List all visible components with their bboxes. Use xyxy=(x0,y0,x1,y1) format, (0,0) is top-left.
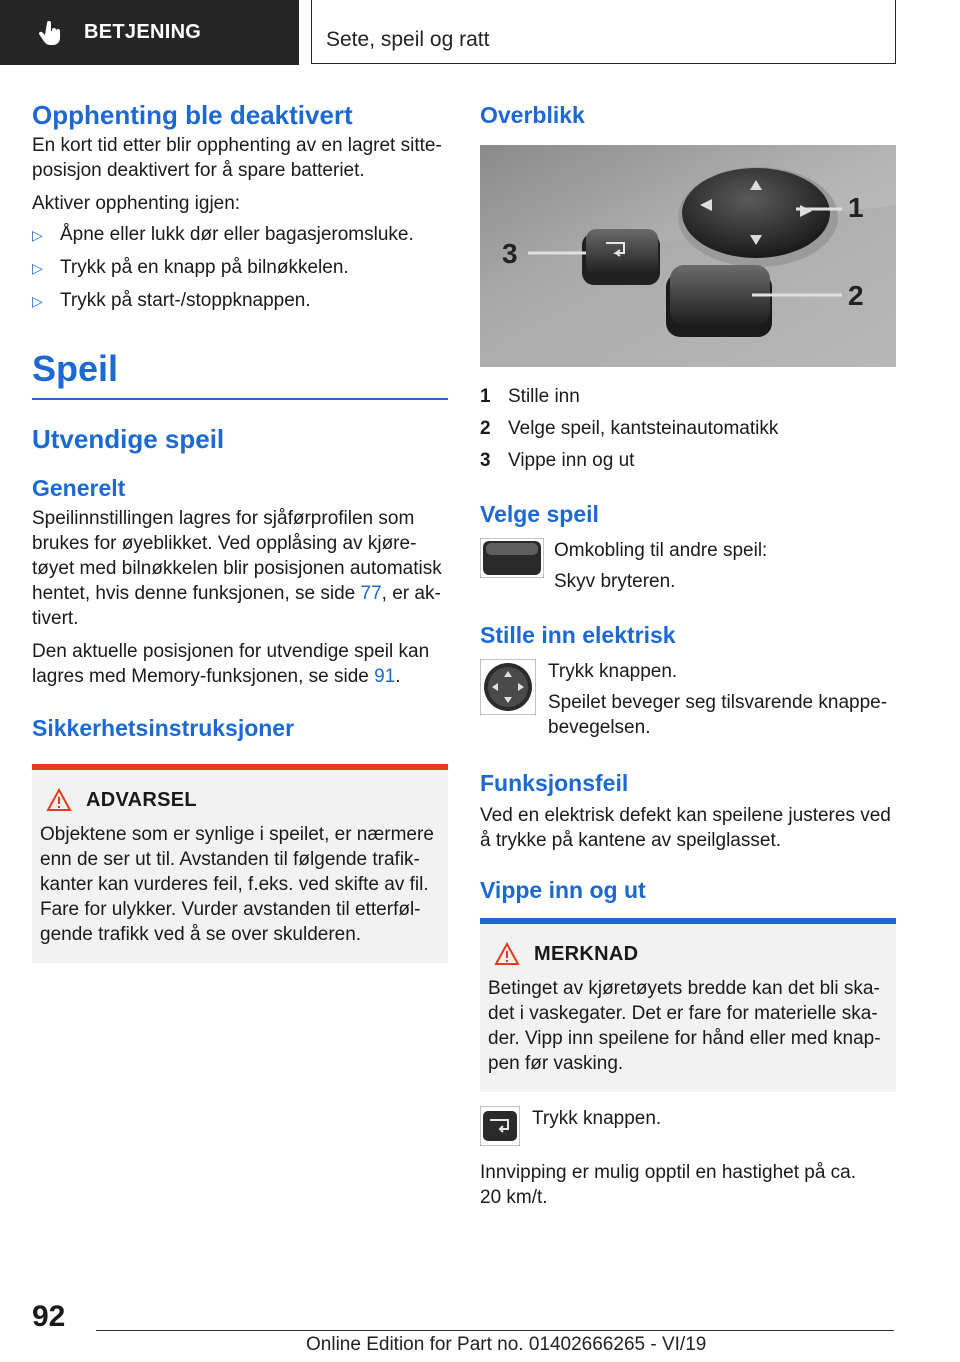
warning-box xyxy=(32,764,448,963)
note-title: MERKNAD xyxy=(534,942,639,965)
warning-triangle-icon xyxy=(46,788,72,812)
section-title: BETJENING xyxy=(84,21,202,43)
note-text: Betinget av kjøretøyets bredde kan det bli ska-det i vaskegater. Det er fare for materielle ska-der. Vipp inn speilene for hånd eller med knap-pen før vasking. xyxy=(488,978,881,1074)
general-text-1: Speilinnstillingen lagres for sjåførprofilen som brukes for øyeblikket. Ved opplåsing av kjøre-tøyet med bilnøkkelen blir posisjonen automatisk hentet, hvis denne funksjonen, se side 77, er ak-tivert. xyxy=(32,508,442,629)
fold-button-row xyxy=(480,1106,896,1146)
page-link-77[interactable]: 77 xyxy=(360,583,382,604)
right-column xyxy=(480,100,896,1210)
left-column xyxy=(32,100,448,963)
photo-label-2: 2 xyxy=(848,280,864,311)
fold-mirror-button-icon xyxy=(480,1106,520,1146)
warning-header xyxy=(46,788,440,812)
heading-fold: Vippe inn og ut xyxy=(480,877,646,903)
warning-title: ADVARSEL xyxy=(86,788,197,811)
list-item: ▷ Åpne eller lukk dør eller bagasjeromsluke. xyxy=(32,222,448,248)
hand-pointer-icon xyxy=(38,20,64,46)
general-text-2: Den aktuelle posisjonen for utvendige speil kan lagres med Memory-funksjonen, se side 91. xyxy=(32,641,430,687)
photo-label-3: 3 xyxy=(502,238,518,269)
list-item: ▷ Trykk på start-/stoppknappen. xyxy=(32,288,448,314)
legend-item: 1 Stille inn xyxy=(480,386,580,407)
mirror-adjust-knob-icon xyxy=(480,659,536,715)
triangle-bullet-icon: ▷ xyxy=(32,227,43,243)
heading-overview: Overblikk xyxy=(480,102,585,128)
page-link-91[interactable]: 91 xyxy=(374,666,396,687)
malfunction-text: Ved en elektrisk defekt kan speilene justeres ved å trykke på kantene av speilglasset. xyxy=(480,805,891,851)
heading-exterior-mirrors: Utvendige speil xyxy=(32,424,225,454)
heading-deactivated: Opphenting ble deaktivert xyxy=(32,100,353,130)
heading-adjust-electric: Stille inn elektrisk xyxy=(480,622,676,648)
footer-rule xyxy=(96,1330,894,1331)
mirror-switch-icon xyxy=(480,538,544,578)
legend-item: 2 Velge speil, kantsteinautomatikk xyxy=(480,418,779,439)
edition-text: Online Edition for Part no. 01402666265 - VI/19 xyxy=(306,1334,707,1355)
select-mirror-row xyxy=(480,538,896,600)
select-mirror-text-2: Skyv bryteren. xyxy=(554,571,676,592)
page-header xyxy=(0,0,960,66)
note-header xyxy=(494,942,888,966)
heading-malfunction: Funksjonsfeil xyxy=(480,770,629,796)
fold-text-2: Innvipping er mulig opptil en hastighet på ca. 20 km/t. xyxy=(480,1162,857,1208)
heading-select-mirror: Velge speil xyxy=(480,501,599,527)
adjust-text-1: Trykk knappen. xyxy=(548,661,678,682)
heading-rule xyxy=(32,398,448,400)
warning-text: Objektene som er synlige i speilet, er nærmere enn de ser ut til. Avstanden til følgende trafik-kanter kan vurderes feil, f.eks. ved skifte av fil. Fare for ulykker. Vurder avstanden til etterføl-gende trafikk ved å se over skulderen. xyxy=(40,824,434,945)
select-mirror-text-1: Omkobling til andre speil: xyxy=(554,540,768,561)
legend-item: 3 Vippe inn og ut xyxy=(480,450,635,471)
triangle-bullet-icon: ▷ xyxy=(32,293,43,309)
triangle-bullet-icon: ▷ xyxy=(32,260,43,276)
heading-speil: Speil xyxy=(32,348,119,389)
page-number: 92 xyxy=(32,1300,66,1333)
list-item: ▷ Trykk på en knapp på bilnøkkelen. xyxy=(32,255,448,281)
activate-text: Aktiver opphenting igjen: xyxy=(32,193,241,214)
fold-text-1: Trykk knappen. xyxy=(532,1108,662,1129)
photo-label-1: 1 xyxy=(848,192,864,223)
section-tab xyxy=(0,0,299,65)
chapter-tab xyxy=(311,0,896,64)
activate-list xyxy=(32,222,448,314)
note-box xyxy=(480,918,896,1092)
notice-triangle-icon xyxy=(494,942,520,966)
chapter-title: Sete, speil og ratt xyxy=(326,28,490,51)
heading-general: Generelt xyxy=(32,475,126,501)
heading-safety: Sikkerhetsinstruksjoner xyxy=(32,715,295,741)
mirror-controls-photo xyxy=(480,145,896,367)
adjust-electric-row xyxy=(480,659,896,746)
deactivated-text: En kort tid etter blir opphenting av en lagret sitte-posisjon deaktivert for å spare batteriet. xyxy=(32,135,442,181)
adjust-text-2: Speilet beveger seg tilsvarende knappe-bevegelsen. xyxy=(548,692,888,738)
photo-legend xyxy=(480,381,896,477)
